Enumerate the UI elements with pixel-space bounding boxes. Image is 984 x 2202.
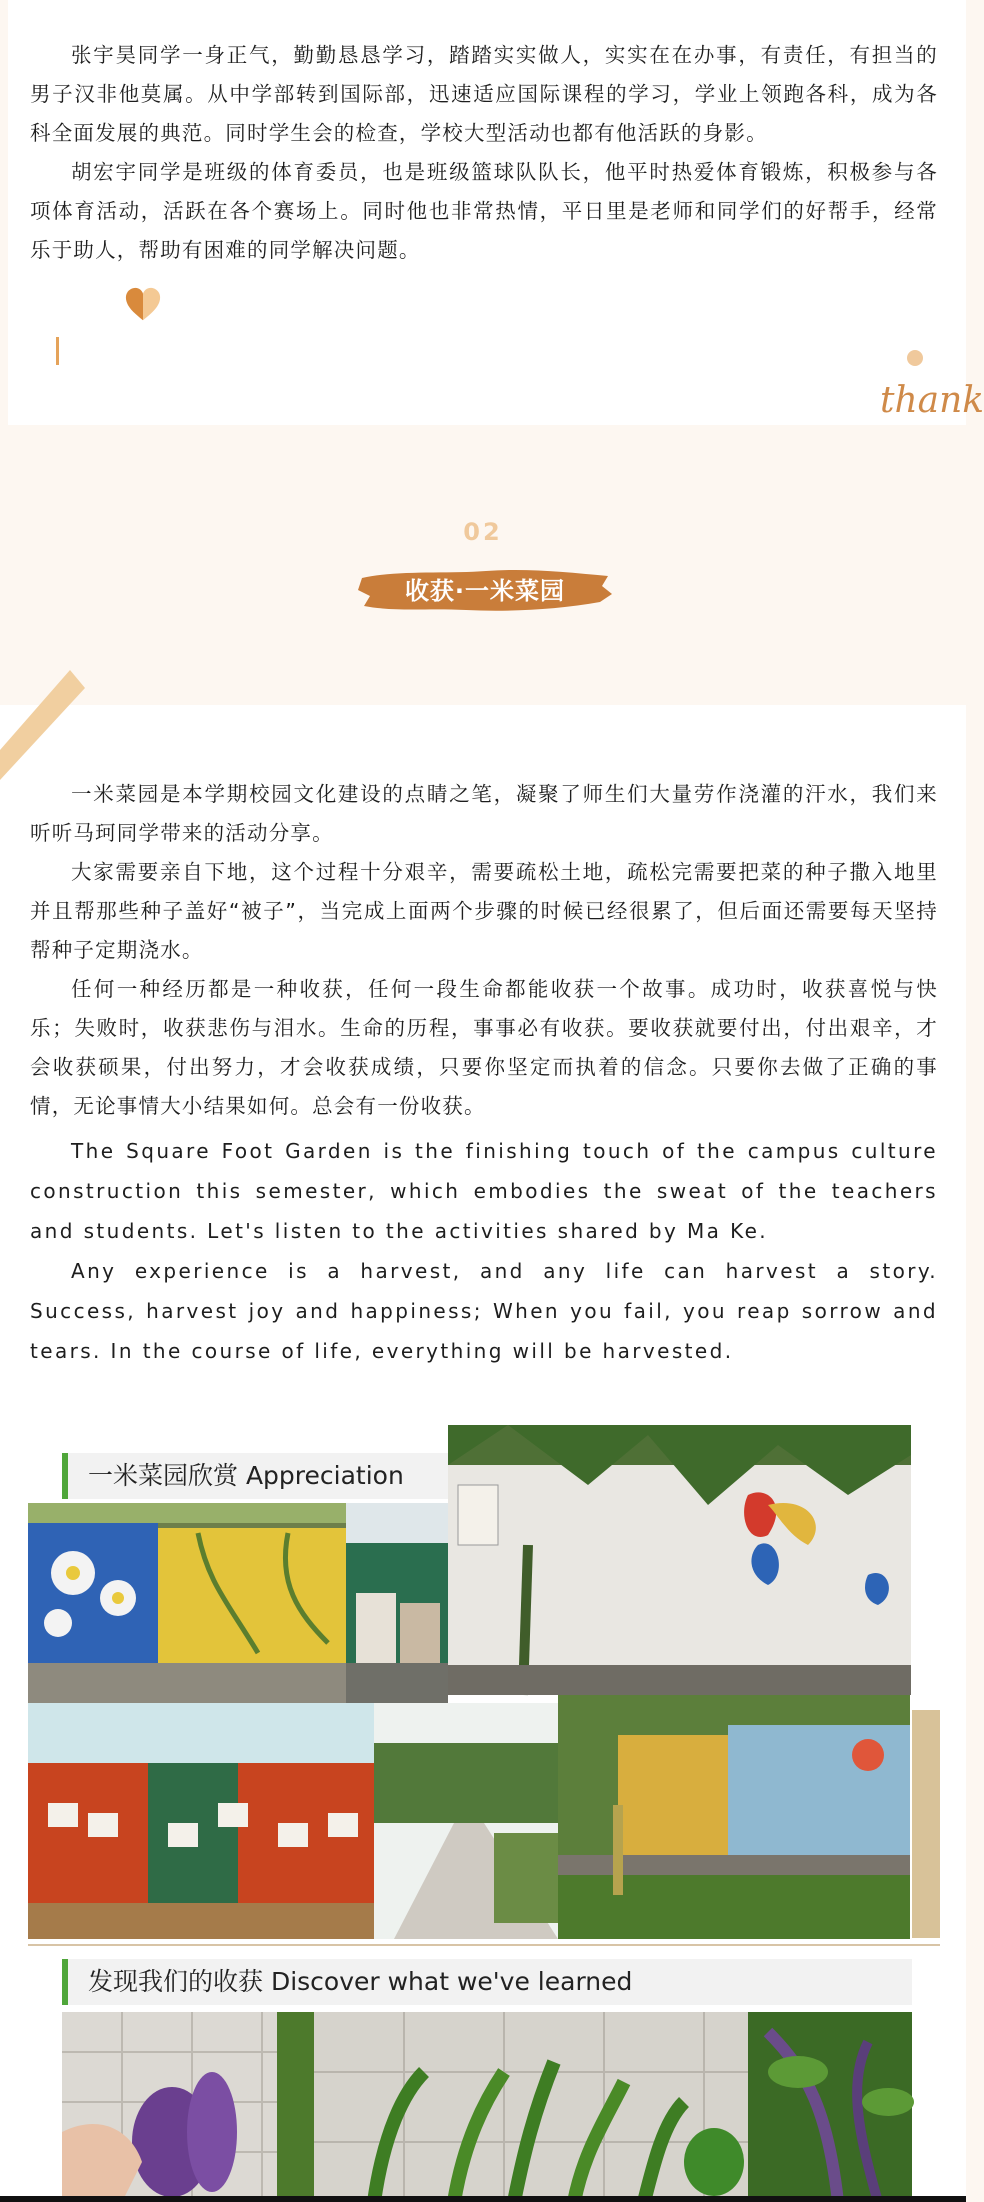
heart-icon [124,286,162,324]
decorative-dot [907,350,923,366]
photo-planter-mural [558,1695,910,1939]
photo-board-red-green [28,1703,374,1939]
paragraph-garden-harvest: 任何一种经历都是一种收获，任何一段生命都能收获一个故事。成功时，收获喜悦与快乐；失败时，收获悲伤与泪水。生命的历程，事事必有收获。要收获就要付出，付出艰辛，才会收获硕果，付出努力，才会收获成绩，只要你坚定而执着的信念。只要你去做了正确的事情，无论事情大小结果如何。总会有一份收获。 [30,977,938,1118]
decorative-stripe [0,670,90,780]
section-number: 02 [463,518,503,546]
photo-garden-path [374,1703,558,1939]
paragraph-english-2: Any experience is a harvest, and any life can harvest a story. Success, harvest joy and happiness; When you fail, you reap sorrow and tears. In the course of life, everything will be harvested. [30,1259,938,1363]
paragraph-garden-intro: 一米菜园是本学期校园文化建设的点睛之笔，凝聚了师生们大量劳作浇灌的汗水，我们来听听马珂同学带来的活动分享。 [30,782,938,845]
thank-script: thank [880,380,984,421]
section-title: 收获·一米菜园 [404,577,566,605]
paragraph-english-1: The Square Foot Garden is the finishing touch of the campus culture construction this semester, which embodies the sweat of the teachers and students. Let's listen to the activities shared by Ma Ke. [30,1139,938,1243]
gallery-heading-discover: 发现我们的收获 Discover what we've learned [62,1959,912,2005]
paragraph-hu: 胡宏宇同学是班级的体育委员，也是班级篮球队队长，他平时热爱体育锻炼，积极参与各项体育活动，活跃在各个赛场上。同时他也非常热情，平日里是老师和同学们的好帮手，经常乐于助人，帮助有困难的同学解决问题。 [30,160,938,262]
photo-school-sign [346,1503,448,1703]
photo-eggplant-hand [62,2012,314,2202]
photo-wall-vines [448,1425,911,1695]
divider-line [28,1944,940,1946]
photo-green-peppers [314,2012,748,2202]
gallery-heading-appreciation: 一米菜园欣赏 Appreciation [62,1453,448,1499]
paragraph-garden-work: 大家需要亲自下地，这个过程十分艰辛，需要疏松土地，疏松完需要把菜的种子撒入地里并且帮那些种子盖好“被子”，当完成上面两个步骤的时候已经很累了，但后面还需要每天坚持帮种子定期浇水。 [30,860,938,962]
photo-mural-flowers [28,1503,346,1703]
bottom-bar [0,2196,966,2202]
decorative-bar [56,337,59,365]
photo-eggplant-plant [748,2012,912,2202]
decorative-sidebar [912,1710,940,1938]
paragraph-zhang: 张宇昊同学一身正气，勤勤恳恳学习，踏踏实实做人，实实在在办事，有责任，有担当的男子汉非他莫属。从中学部转到国际部，迅速适应国际课程的学习，学业上领跑各科，成为各科全面发展的典范。同时学生会的检查，学校大型活动也都有他活跃的身影。 [30,43,938,145]
